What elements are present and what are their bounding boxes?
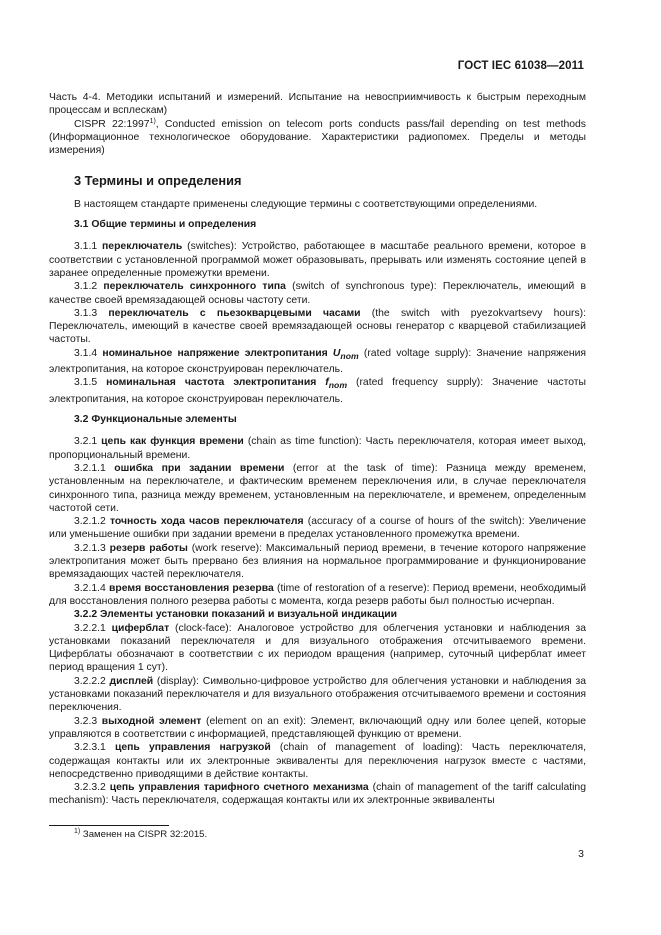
term-name: выходной элемент — [101, 715, 202, 727]
term-definition — [49, 347, 586, 377]
footnote-mark: 1) — [74, 828, 81, 835]
term-text: (work reserve): Максимальный период времени, в течение которого напряжение электропитания может быть прервано без влияния на нормальное программирование и функционирование времязадающих частей переключателя. — [49, 542, 586, 581]
term-name: цепь как функция времени — [101, 436, 244, 448]
subsection-title — [49, 608, 586, 621]
footnote-separator — [49, 825, 169, 826]
term-name: переключатель синхронного типа — [103, 281, 286, 293]
term-number: 3.2.1.2 — [74, 516, 106, 528]
reference-text: , Conducted emission on telecom ports conducts pass/fail depending on test methods (Информационное технологическое оборудование. Характеристики радиопомех. Пределы и методы измерения) — [49, 118, 587, 157]
term-name: цепь управления тарифного счетного механизма — [109, 782, 369, 794]
term-name: время восстановления резерва — [109, 582, 274, 594]
term-number: 3.1.1 — [74, 241, 98, 253]
term-name: переключатель с пьезокварцевыми часами — [108, 307, 361, 319]
footnote — [74, 829, 207, 840]
term-number: 3.1.2 — [74, 281, 98, 293]
term-name: ошибка при задании времени — [114, 462, 285, 474]
footnote-mark: 1) — [149, 117, 156, 125]
term-name: номинальное напряжение электропитания — [102, 347, 328, 359]
term-number: 3.2.2.1 — [74, 622, 106, 634]
page-body — [49, 91, 586, 808]
term-definition — [49, 515, 586, 542]
term-definition — [49, 376, 586, 406]
term-name: дисплей — [109, 675, 154, 687]
term-text: (chain as time function): Часть переключателя, которая имеет выход, пропорциональный времени. — [49, 436, 586, 461]
subsection-title: 3.2 Функциональные элементы — [74, 414, 237, 426]
term-name: переключатель — [102, 241, 183, 253]
term-definition — [49, 435, 586, 462]
symbol-letter: U — [332, 347, 341, 359]
term-number: 3.1.3 — [74, 307, 98, 319]
term-definition — [49, 240, 586, 280]
footnote-text: Заменен на CISPR 32:2015. — [80, 829, 208, 840]
symbol-subscript: nom — [328, 380, 348, 391]
term-number: 3.2.1.3 — [74, 542, 106, 554]
term-number: 3.1.4 — [74, 347, 98, 359]
subsection-title: 3.1 Общие термины и определения — [74, 219, 257, 231]
term-name: номинальная частота электропитания — [106, 377, 317, 389]
term-number: 3.2.3 — [74, 715, 98, 727]
term-definition — [49, 741, 586, 781]
section-intro: В настоящем стандарте применены следующие термины с соответствующими определениями. — [74, 198, 538, 210]
term-text: (element on an exit): Элемент, включающий одну или более цепей, которые управляются в соответствии с информацией, представляющей функцию от времени. — [49, 715, 587, 740]
term-definition — [49, 462, 586, 515]
term-text: (rated voltage supply): Значение напряжения электропитания, на которое сконструирован переключатель. — [49, 347, 587, 376]
term-text: (chain of management of the tariff calculating mechanism): Часть переключателя, содержащая контакты или их электронные эквиваленты — [49, 782, 586, 807]
term-name: цепь управления нагрузкой — [114, 742, 271, 754]
reference-text: Часть 4-4. Методики испытаний и измерений. Испытание на невосприимчивость к быстрым переходным процессам и всплескам) — [49, 92, 586, 117]
term-text: (switches): Устройство, работающее в масштабе реального времени, которое в соответствии с установленной программой может образовывать, прерывать или изменять состояние цепей в заранее определенные промежутки времени. — [49, 241, 586, 279]
reference-paragraph — [49, 118, 586, 158]
term-symbol — [325, 377, 348, 391]
term-definition — [49, 715, 586, 742]
term-number: 3.2.3.2 — [74, 782, 106, 794]
symbol-letter: f — [325, 377, 329, 389]
term-text: (time of restoration of a reserve): Период времени, необходимый для восстановления полного резерва работы с момента, когда резерв работы был полностью исчерпан. — [49, 582, 587, 607]
term-name: циферблат — [111, 622, 170, 634]
section-title: 3 Термины и определения — [74, 173, 242, 189]
term-number: 3.2.2.2 — [74, 675, 106, 687]
page-number: 3 — [578, 848, 584, 860]
subsection-heading: 3.2.2 Элементы установки показаний и визуальной индикации — [74, 609, 398, 621]
term-definition — [49, 542, 586, 582]
term-number: 3.2.1.1 — [74, 462, 106, 474]
term-name: точность хода часов переключателя — [109, 516, 304, 528]
term-definition — [49, 781, 586, 808]
term-number: 3.2.1.4 — [74, 582, 106, 594]
term-definition — [49, 582, 586, 609]
document-code-header: ГОСТ IEC 61038—2011 — [457, 60, 584, 72]
term-text: (error at the task of time): Разница между временем, установленным на переключателе, и фактическим временем переключения или, в случае переключателя синхронного типа, разница между временем, установленным на переключателе, и временем, определенным частотой сети. — [49, 462, 587, 514]
reference-paragraph — [49, 91, 586, 118]
term-text: (clock-face): Аналоговое устройство для облегчения установки и наблюдения за установками показаний переключателя и для визуального отображения отсчитываемого времени. Циферблаты обозначают в соответствии с их периодом вращения (например, суточный циферблат имеет период вращения 1 сут). — [49, 622, 586, 674]
term-text: (accuracy of a course of hours of the switch): Увеличение или уменьшение ошибки при задании времени в пределах установленного промежутка времени. — [49, 516, 586, 541]
term-text: (switch of synchronous type): Переключатель, имеющий в качестве своей времязадающей основы частоту сети. — [49, 281, 586, 306]
term-text: (display): Символьно-цифровое устройство для облегчения установки и наблюдения за установками показаний переключателя и для визуального отображения отсчитываемого времени и состояния переключения. — [49, 675, 587, 714]
reference-code: CISPR 22:1997 — [74, 118, 150, 130]
term-number: 3.2.3.1 — [74, 742, 106, 754]
term-definition — [49, 622, 586, 675]
term-text: (chain of management of loading): Часть переключателя, содержащая контакты или их электронные эквиваленты для переключения нагрузок вместе с частями, непосредственно приводящими в действие контакты. — [49, 742, 587, 780]
symbol-subscript: nom — [340, 350, 359, 361]
term-symbol — [333, 348, 359, 359]
term-text: (the switch with pyezokvartsevy hours): Переключатель, имеющий в качестве своей времязадающей основы генератор с кварцевой стабилизацией частоты. — [49, 307, 586, 346]
term-number: 3.1.5 — [74, 377, 98, 389]
term-text: (rated frequency supply): Значение частоты электропитания, на которое сконструирован переключатель. — [49, 377, 587, 405]
term-definition — [49, 280, 586, 307]
term-number: 3.2.1 — [74, 436, 98, 448]
term-definition — [49, 307, 586, 347]
term-name: резерв работы — [109, 542, 188, 554]
term-definition — [49, 675, 586, 715]
